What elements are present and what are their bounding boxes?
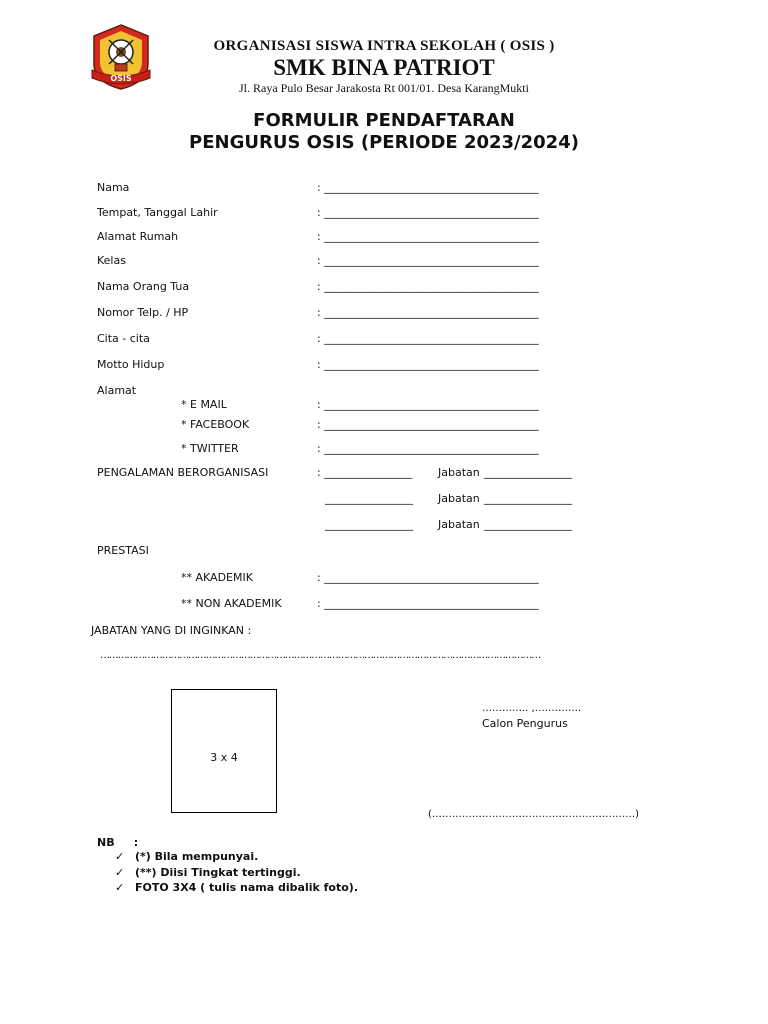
note-item: (**) Diisi Tingkat tertinggi. [135,866,301,879]
check-icon: ✓ [115,850,125,863]
label-jabatan-3: Jabatan [438,518,480,531]
blank-ttl[interactable]: : _______________________________________ [317,206,539,219]
blank-facebook[interactable]: : _______________________________________ [317,418,539,431]
label-kelas: Kelas [97,254,126,267]
form-title: FORMULIR PENDAFTARAN [253,110,515,131]
label-jabatan-diinginkan: JABATAN YANG DI INGINKAN : [91,624,252,637]
blank-email[interactable]: : _______________________________________ [317,398,539,411]
svg-text:OSIS: OSIS [110,74,132,83]
label-orang-tua: Nama Orang Tua [97,280,190,293]
label-cita: Cita - cita [97,332,150,345]
label-prestasi: PRESTASI [97,544,149,557]
label-alamat: Alamat [97,384,137,397]
label-nama: Nama [97,181,130,194]
label-jabatan-1: Jabatan [438,466,480,479]
form-subtitle: PENGURUS OSIS (PERIODE 2023/2024) [189,132,579,153]
note-item: FOTO 3X4 ( tulis nama dibalik foto). [135,881,358,894]
blank-akademik[interactable]: : _______________________________________ [317,571,539,584]
organization-name: ORGANISASI SISWA INTRA SEKOLAH ( OSIS ) [213,38,555,54]
blank-nama[interactable]: : _______________________________________ [317,181,539,194]
blank-jabatan-3[interactable]: ________________ [484,518,572,531]
label-email: * E MAIL [181,398,227,411]
label-pengalaman: PENGALAMAN BERORGANISASI [97,466,269,479]
label-ttl: Tempat, Tanggal Lahir [97,206,218,219]
blank-alamat-rumah[interactable]: : _______________________________________ [317,230,539,243]
school-address: Jl. Raya Pulo Besar Jarakosta Rt 001/01. Desa KarangMukti [239,81,529,95]
blank-organisasi-1[interactable]: : ________________ [317,466,413,479]
label-akademik: ** AKADEMIK [181,571,253,584]
blank-telp[interactable]: : _______________________________________ [317,306,539,319]
label-alamat-rumah: Alamat Rumah [97,230,179,243]
notes-title: NB : [97,836,139,849]
blank-jabatan-1[interactable]: ________________ [484,466,572,479]
blank-motto[interactable]: : _______________________________________ [317,358,539,371]
signature-name-line[interactable]: (…………………………………………………….) [428,809,639,820]
signature-role: Calon Pengurus [482,717,568,730]
check-icon: ✓ [115,866,125,879]
blank-organisasi-2[interactable]: ________________ [325,492,413,505]
blank-orang-tua[interactable]: : _______________________________________ [317,280,539,293]
blank-non-akademik[interactable]: : _______________________________________ [317,597,539,610]
blank-cita[interactable]: : _______________________________________ [317,332,539,345]
signature-place-date[interactable]: ………….. ,………….. [482,703,582,714]
label-twitter: * TWITTER [181,442,239,455]
blank-twitter[interactable]: : _______________________________________ [317,442,539,455]
label-telp: Nomor Telp. / HP [97,306,189,319]
check-icon: ✓ [115,881,125,894]
note-item: (*) Bila mempunyai. [135,850,259,863]
blank-jabatan-2[interactable]: ________________ [484,492,572,505]
photo-size-label: 3 x 4 [210,751,238,764]
label-non-akademik: ** NON AKADEMIK [181,597,282,610]
label-facebook: * FACEBOOK [181,418,250,431]
label-motto: Motto Hidup [97,358,165,371]
blank-organisasi-3[interactable]: ________________ [325,518,413,531]
blank-kelas[interactable]: : _______________________________________ [317,254,539,267]
school-name: SMK BINA PATRIOT [273,55,495,80]
label-jabatan-2: Jabatan [438,492,480,505]
blank-jabatan-diinginkan[interactable]: …………………………………………………………………………………………………………………………………… [100,650,541,661]
